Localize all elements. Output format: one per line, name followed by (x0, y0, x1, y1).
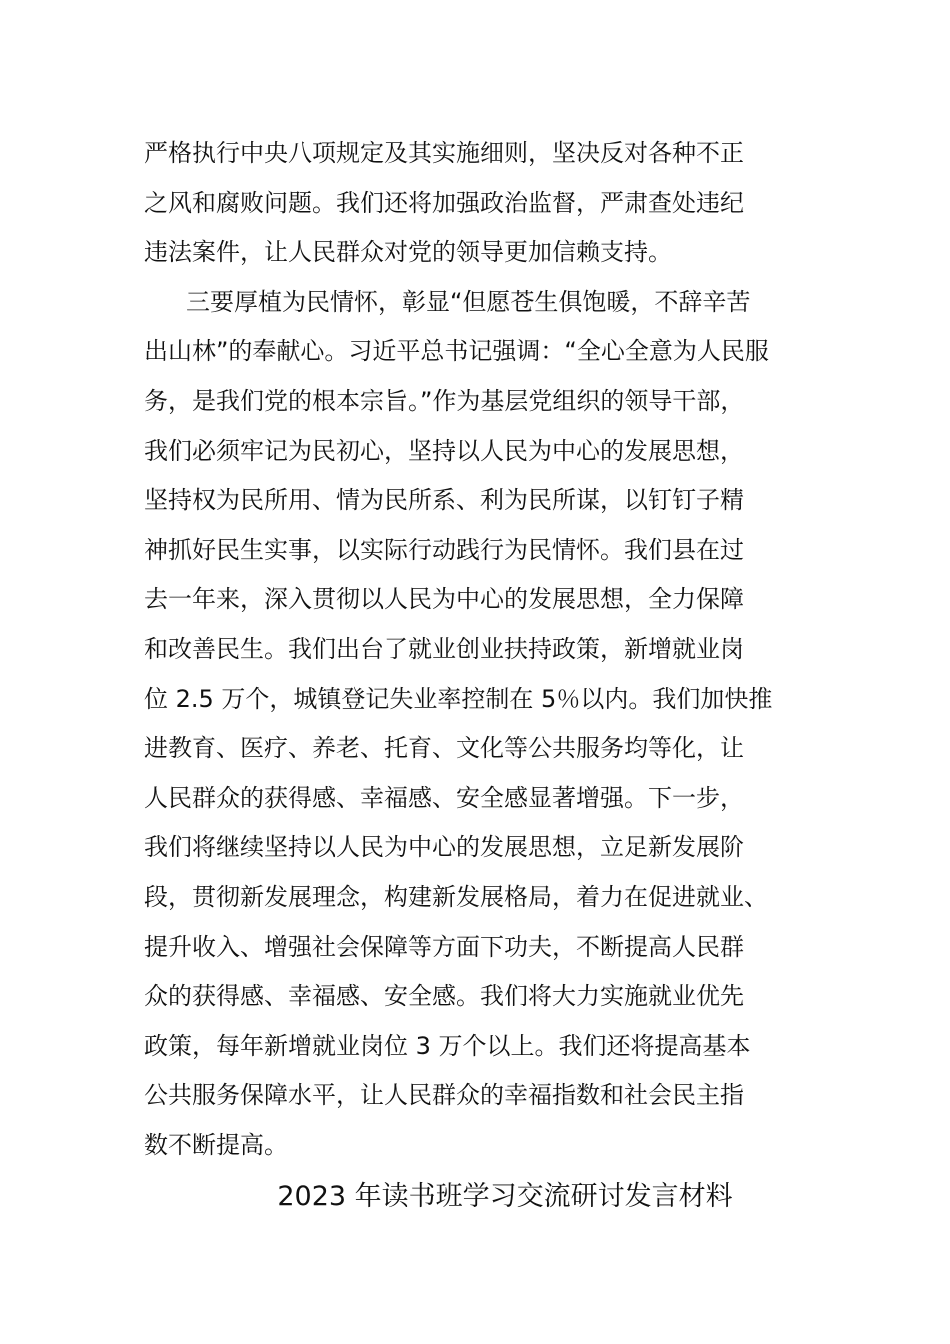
body-text (144, 129, 809, 1170)
text-line: 之风和腐败问题。我们还将加强政治监督，严肃查处违纪 (144, 188, 744, 217)
text-line: 违法案件，让人民群众对党的领导更加信赖支持。 (144, 238, 672, 267)
text-line: 进教育、医疗、养老、托育、文化等公共服务均等化，让 (144, 734, 744, 763)
text-line: 公共服务保障水平，让人民群众的幸福指数和社会民主指 (144, 1081, 744, 1110)
text-line: 政策，每年新增就业岗位 3 万个以上。我们还将提高基本 (144, 1031, 751, 1060)
text-line: 我们将继续坚持以人民为中心的发展思想，立足新发展阶 (144, 833, 744, 862)
text-line: 务，是我们党的根本宗旨。”作为基层党组织的领导干部， (144, 386, 745, 415)
text-line: 坚持权为民所用、情为民所系、利为民所谋，以钉钉子精 (144, 486, 744, 515)
document-title: 2023 年读书班学习交流研讨发言材料 (277, 1181, 733, 1212)
text-line: 我们必须牢记为民初心，坚持以人民为中心的发展思想， (144, 436, 744, 465)
text-line: 段，贯彻新发展理念，构建新发展格局，着力在促进就业、 (144, 882, 768, 911)
text-line: 数不断提高。 (144, 1130, 288, 1159)
text-line: 提升收入、增强社会保障等方面下功夫，不断提高人民群 (144, 932, 744, 961)
text-line: 众的获得感、幸福感、安全感。我们将大力实施就业优先 (144, 982, 744, 1011)
text-line: 和改善民生。我们出台了就业创业扶持政策，新增就业岗 (144, 634, 744, 663)
text-line: 出山林”的奉献心。习近平总书记强调：“全心全意为人民服 (144, 337, 769, 366)
text-line: 去一年来，深入贯彻以人民为中心的发展思想，全力保障 (144, 585, 744, 614)
text-line: 严格执行中央八项规定及其实施细则，坚决反对各种不正 (144, 139, 744, 167)
text-line: 神抓好民生实事，以实际行动践行为民情怀。我们县在过 (144, 535, 744, 564)
text-line: 人民群众的获得感、幸福感、安全感显著增强。下一步， (144, 783, 744, 812)
paragraph-start-line: 三要厚植为民情怀，彰显“但愿苍生俱饱暖，不辞辛苦 (186, 287, 751, 316)
text-line: 位 2.5 万个，城镇登记失业率控制在 5％以内。我们加快推 (144, 684, 773, 713)
